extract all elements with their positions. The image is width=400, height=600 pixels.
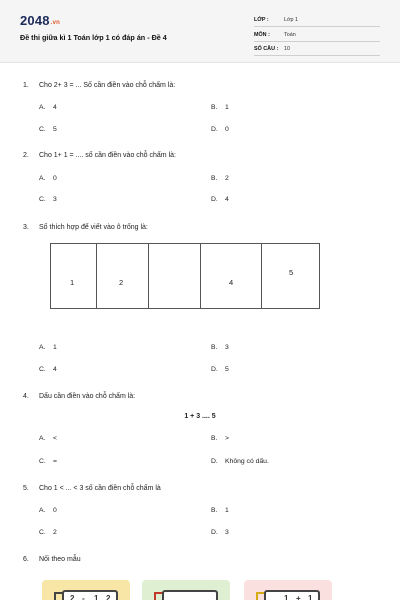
q3-option-c[interactable]: C. 4 [39, 366, 57, 373]
number-boxes [50, 243, 320, 311]
question-text: Nối theo mẫu [39, 556, 81, 563]
q4-option-d[interactable]: D. Không có dấu. [211, 458, 269, 465]
question-3 [23, 224, 148, 231]
question-1 [23, 82, 175, 89]
q5-option-a[interactable]: A. 0 [39, 507, 57, 514]
train-cart-icon: 2 - 1 2 [62, 590, 118, 600]
question-number: 3. [23, 224, 29, 231]
q1-option-b[interactable]: B. 1 [211, 104, 229, 111]
question-text: Dấu cần điền vào chỗ chấm là: [39, 393, 136, 400]
meta-key: MÔN : [254, 32, 270, 38]
meta-key: SỐ CÂU : [254, 46, 279, 52]
q2-option-b[interactable]: B. 2 [211, 175, 229, 182]
q5-option-c[interactable]: C. 2 [39, 529, 57, 536]
document-title: Đề thi giữa kì 1 Toán lớp 1 có đáp án - Đề 4 [20, 33, 167, 42]
q4-option-b[interactable]: B. > [211, 435, 229, 442]
meta-value: Toán [284, 32, 296, 38]
question-number: 1. [23, 82, 29, 89]
question-number: 5. [23, 485, 29, 492]
q3-option-b[interactable]: B. 3 [211, 344, 229, 351]
train-cart-icon [162, 590, 218, 600]
logo-suffix: .vn [50, 20, 61, 26]
question-number: 2. [23, 152, 29, 159]
meta-question-count [254, 45, 380, 56]
train-picture-card [142, 580, 230, 600]
q1-option-d[interactable]: D. 0 [211, 126, 229, 133]
q4-option-a[interactable]: A. < [39, 435, 57, 442]
number-box-empty[interactable] [148, 243, 201, 309]
question-text: Cho 2+ 3 = ... Số cần điền vào chỗ chấm là: [39, 82, 176, 89]
logo-number: 2048 [20, 13, 50, 28]
question-number: 6. [23, 556, 29, 563]
q1-option-a[interactable]: A. 4 [39, 104, 57, 111]
question-number: 4. [23, 393, 29, 400]
meta-value: 10 [284, 46, 290, 52]
number-box: 5 [261, 243, 320, 309]
question-4 [23, 393, 135, 400]
q5-option-d[interactable]: D. 3 [211, 529, 229, 536]
number-box: 2 [96, 243, 149, 309]
train-picture-card [42, 580, 130, 600]
meta-key: LỚP : [254, 17, 269, 23]
question-text: Cho 1+ 1 = .... số cần điền vào chỗ chấm là: [39, 152, 176, 159]
meta-value: Lớp 1 [284, 17, 299, 23]
number-box: 1 [50, 243, 97, 309]
question-text: Số thích hợp để viết vào ô trống là: [39, 224, 148, 231]
q2-option-d[interactable]: D. 4 [211, 196, 229, 203]
site-logo[interactable] [20, 13, 60, 28]
q2-option-a[interactable]: A. 0 [39, 175, 57, 182]
question-5 [23, 485, 161, 492]
q1-option-c[interactable]: C. 5 [39, 126, 57, 133]
q2-option-c[interactable]: C. 3 [39, 196, 57, 203]
question-text: Cho 1 < ... < 3 số cần điền chỗ chấm là [39, 485, 161, 492]
train-cart-icon: 1 + 1 [264, 590, 320, 600]
q3-option-a[interactable]: A. 1 [39, 344, 57, 351]
train-picture-card [244, 580, 332, 600]
header [0, 0, 400, 63]
q3-option-d[interactable]: D. 5 [211, 366, 229, 373]
q4-expression: 1 + 3 .... 5 [184, 413, 216, 420]
q4-option-c[interactable]: C. = [39, 458, 57, 465]
question-2 [23, 152, 176, 159]
meta-class [254, 16, 380, 27]
number-box: 4 [200, 243, 262, 309]
q5-option-b[interactable]: B. 1 [211, 507, 229, 514]
meta-subject [254, 31, 380, 42]
question-6 [23, 556, 81, 563]
